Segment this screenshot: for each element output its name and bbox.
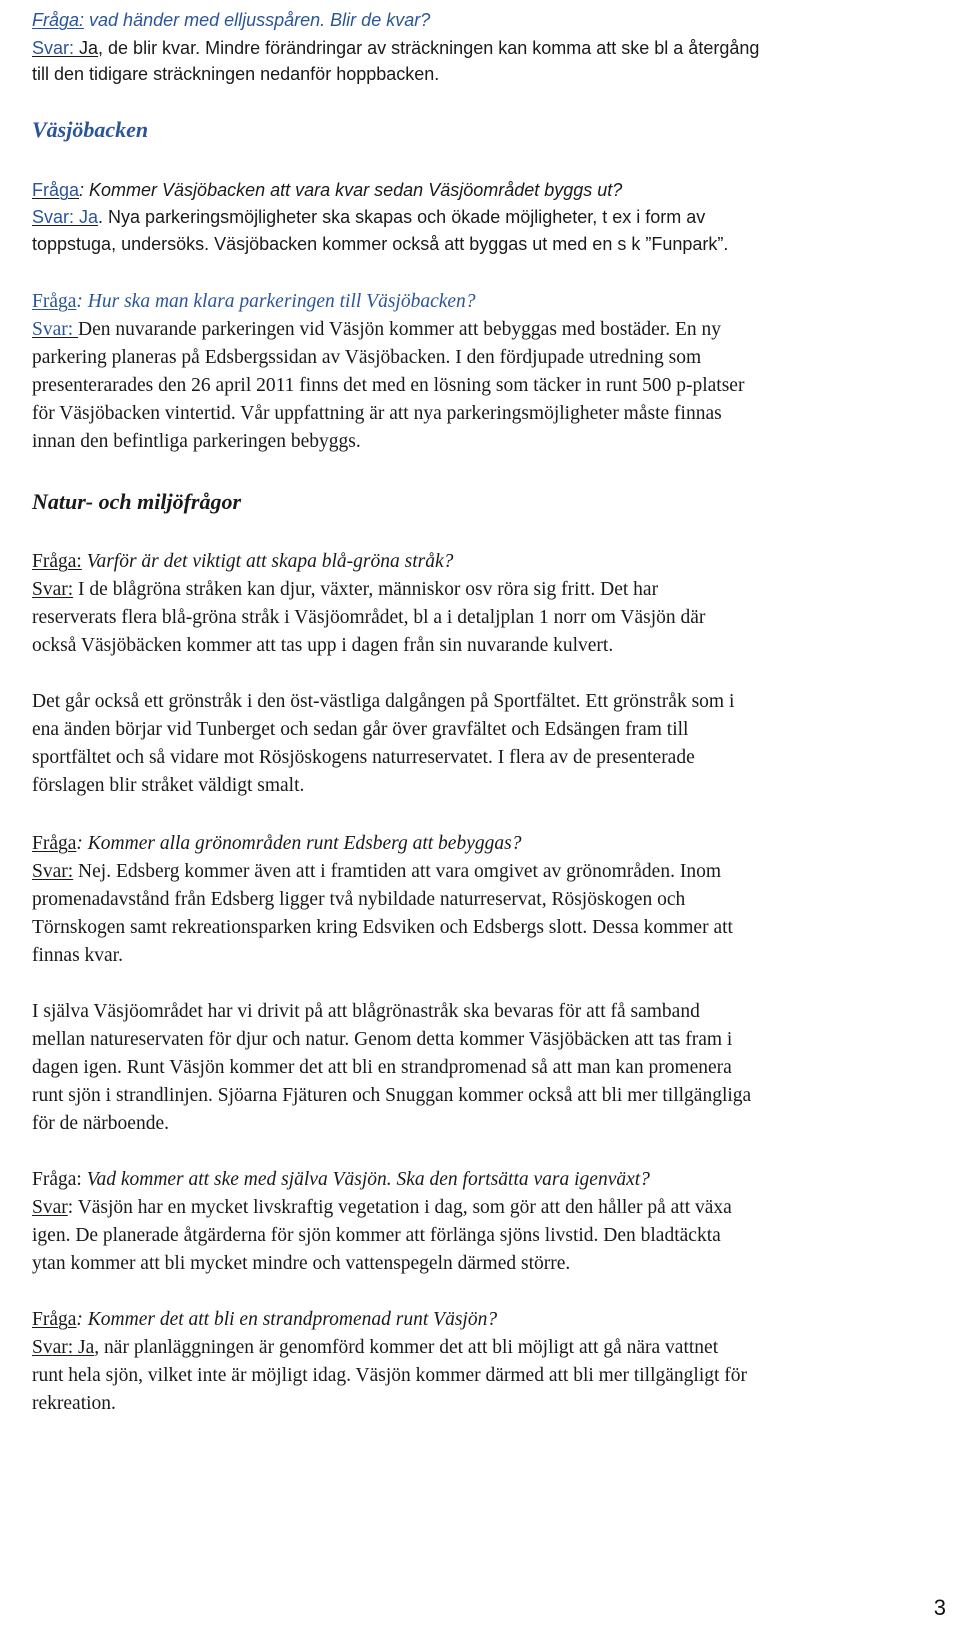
text-run: Fråga: — [32, 10, 85, 30]
text-line — [32, 550, 453, 574]
text-line — [32, 36, 759, 60]
text-run: Svar: — [32, 38, 75, 58]
text-line — [32, 1364, 747, 1388]
text-run: , de blir kvar. Mindre förändringar av sträckningen kan komma att ske bl a återgång — [98, 38, 760, 58]
text-run: också Väsjöbäcken kommer att tas upp i dagen från sin nuvarande kulvert. — [32, 635, 614, 656]
text-run: Törnskogen samt rekreationsparken kring Edsviken och Edsbergs slott. Dessa kommer att — [32, 917, 733, 938]
text-run: Ja — [74, 38, 99, 58]
text-run: Fråga — [32, 291, 77, 312]
text-run: toppstuga, undersöks. Väsjöbacken kommer också att byggas ut med en s k ”Funpark”. — [32, 234, 729, 254]
text-run: ena änden börjar vid Tunberget och sedan går över gravfältet och Edsängen fram till — [32, 719, 689, 740]
text-run: till den tidigare sträckningen nedanför hoppbacken. — [32, 64, 440, 84]
text-run: dagen igen. Runt Väsjön kommer det att bli en strandpromenad så att man kan promenera — [32, 1057, 732, 1078]
text-line — [32, 1112, 169, 1136]
text-run: : Kommer det att bli en strandpromenad runt Väsjön? — [76, 1309, 498, 1330]
text-line — [32, 746, 695, 770]
text-line — [32, 1252, 570, 1276]
text-run: igen. De planerade åtgärderna för sjön kommer att förlänga sjöns livstid. Den bladtäckta — [32, 1225, 721, 1246]
text-run: sportfältet och så vidare mot Rösjöskogens naturreservatet. I flera av de presenterade — [32, 747, 695, 768]
text-line — [32, 290, 476, 314]
text-run: finnas kvar. — [32, 945, 123, 966]
text-run: Fråga — [32, 1309, 77, 1330]
text-line — [32, 1000, 700, 1024]
text-run: Fråga — [32, 180, 80, 200]
text-line — [32, 62, 439, 86]
text-line — [32, 690, 734, 714]
text-line — [32, 1224, 721, 1248]
text-run: Svar: — [32, 861, 74, 882]
text-run: , när planläggningen är genomförd kommer det att bli möjligt att gå nära vattnet — [94, 1337, 719, 1358]
text-run: I själva Väsjöområdet har vi drivit på att blågrönastråk ska bevaras för att få samband — [32, 1001, 700, 1022]
text-run: vad händer med elljusspåren. Blir de kvar? — [84, 10, 431, 30]
text-run: Nej. Edsberg kommer även att i framtiden att vara omgivet av grönområden. Inom — [73, 861, 721, 882]
text-line — [32, 1028, 732, 1052]
text-run: Svar: — [32, 579, 74, 600]
text-run: Fråga: — [32, 1169, 87, 1190]
text-run: Väsjöbacken — [32, 117, 149, 142]
text-run: för Väsjöbacken vintertid. Vår uppfattning är att nya parkeringsmöjligheter måste finnas — [32, 403, 722, 424]
text-line — [32, 1336, 718, 1360]
text-run: för de närboende. — [32, 1113, 169, 1134]
text-run: Svar — [32, 1197, 68, 1218]
text-line — [32, 205, 705, 229]
text-line — [32, 8, 430, 32]
text-line — [32, 374, 744, 398]
text-line — [32, 178, 622, 202]
text-run: ytan kommer att bli mycket mindre och vattenspegeln därmed större. — [32, 1253, 571, 1274]
text-run: Ja — [73, 1337, 95, 1358]
text-line — [32, 832, 521, 856]
text-line — [32, 346, 701, 370]
text-line — [32, 1392, 116, 1416]
text-line — [32, 318, 721, 342]
text-run: runt hela sjön, vilket inte är möjligt idag. Väsjön kommer därmed att bli mer tillgängligt för — [32, 1365, 748, 1386]
text-run: I de blågröna stråken kan djur, växter, människor osv röra sig fritt. Det har — [73, 579, 659, 600]
text-run: Det går också ett grönstråk i den öst-västliga dalgången på Sportfältet. Ett grönstråk som i — [32, 691, 735, 712]
text-run: mellan natureservaten för djur och natur. Genom detta kommer Väsjöbäcken att tas fram i — [32, 1029, 733, 1050]
section-heading — [32, 118, 148, 142]
text-run: presenterarades den 26 april 2011 finns det med en lösning som täcker in runt 500 p-platser — [32, 375, 745, 396]
text-run: Varför är det viktigt att skapa blå-gröna stråk? — [81, 551, 454, 572]
text-run: Vad kommer att ske med själva Väsjön. Ska den fortsätta vara igenväxt? — [86, 1169, 650, 1190]
text-line — [32, 1056, 732, 1080]
page-number: 3 — [933, 1595, 946, 1620]
text-line — [32, 916, 733, 940]
text-run: innan den befintliga parkeringen bebyggs. — [32, 431, 361, 452]
text-line — [32, 232, 728, 256]
section-heading — [32, 490, 241, 514]
text-line — [32, 402, 722, 426]
text-run: promenadavstånd från Edsberg ligger två nybildade naturreservat, Rösjöskogen och — [32, 889, 686, 910]
text-line — [32, 430, 361, 454]
text-line — [32, 888, 685, 912]
text-run: Svar: Ja — [32, 207, 99, 227]
text-run: Fråga: — [32, 551, 82, 572]
text-run: förslagen blir stråket väldigt smalt. — [32, 775, 305, 796]
text-run: : Kommer Väsjöbacken att vara kvar sedan Väsjöområdet byggs ut? — [79, 180, 623, 200]
text-line — [32, 718, 688, 742]
text-line — [32, 1308, 497, 1332]
text-line — [32, 578, 658, 602]
text-run: Natur- och miljöfrågor — [32, 489, 242, 514]
text-run: rekreation. — [32, 1393, 116, 1414]
text-run: : Kommer alla grönområden runt Edsberg att bebyggas? — [76, 833, 522, 854]
text-run: Den nuvarande parkeringen vid Väsjön kommer att bebyggas med bostäder. En ny — [78, 319, 722, 340]
text-run: . Nya parkeringsmöjligheter ska skapas och ökade möjligheter, t ex i form av — [98, 207, 706, 227]
text-line — [32, 1084, 751, 1108]
text-line — [32, 774, 304, 798]
text-line — [32, 860, 721, 884]
text-line — [32, 944, 123, 968]
text-run: runt sjön i strandlinjen. Sjöarna Fjäturen och Snuggan kommer också att bli mer tillgängliga — [32, 1085, 752, 1106]
text-run: parkering planeras på Edsbergssidan av Väsjöbacken. I den fördjupade utredning som — [32, 347, 702, 368]
text-line — [32, 1168, 650, 1192]
text-run: Svar: — [32, 1337, 74, 1358]
text-line — [32, 1196, 732, 1220]
text-run: Svar: — [32, 319, 79, 340]
text-run: reserverats flera blå-gröna stråk i Väsjöområdet, bl a i detaljplan 1 norr om Väsjön där — [32, 607, 706, 628]
text-run: : Väsjön har en mycket livskraftig vegetation i dag, som gör att den håller på att växa — [67, 1197, 732, 1218]
text-line — [32, 606, 705, 630]
text-line — [32, 634, 613, 658]
text-run: : Hur ska man klara parkeringen till Väsjöbacken? — [76, 291, 476, 312]
text-run: Fråga — [32, 833, 77, 854]
